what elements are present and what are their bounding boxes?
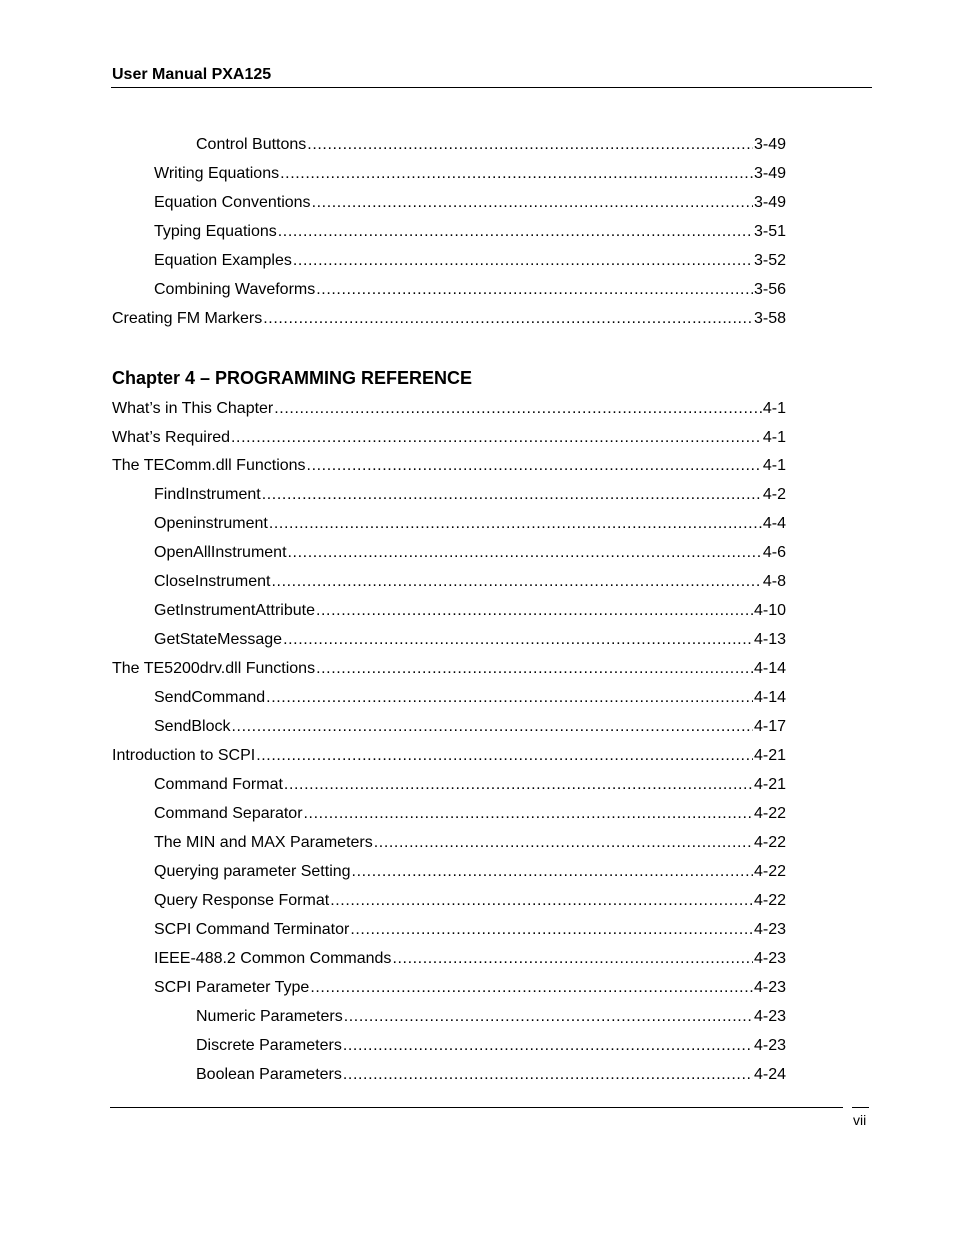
toc-entry-title: SCPI Parameter Type: [154, 979, 310, 996]
toc-entry[interactable]: [112, 746, 786, 766]
toc-entry-title: Boolean Parameters: [196, 1066, 342, 1083]
toc-entry-page: 4-23: [753, 1008, 786, 1025]
toc-entry-page: 4-23: [753, 921, 786, 938]
toc-entry[interactable]: [112, 659, 786, 679]
toc-entry[interactable]: [154, 193, 786, 213]
toc-entry[interactable]: [154, 485, 786, 505]
toc-entry-page: 3-52: [753, 252, 786, 269]
toc-entry-page: 4-22: [753, 892, 786, 909]
chapter-heading: Chapter 4 – PROGRAMMING REFERENCE: [112, 368, 473, 388]
toc-entry-title: GetStateMessage: [154, 631, 283, 648]
toc-leader: [278, 222, 753, 242]
toc-entry-title: SendBlock: [154, 718, 231, 735]
toc-leader: [374, 833, 753, 853]
toc-entry-title: Typing Equations: [154, 223, 277, 240]
toc-entry-page: 4-4: [762, 515, 786, 532]
toc-entry-title: Query Response Format: [154, 892, 330, 909]
toc-entry[interactable]: [154, 630, 786, 650]
toc-entry-title: What’s in This Chapter: [112, 400, 274, 417]
toc-entry-page: 4-21: [753, 776, 786, 793]
toc-entry-page: 3-49: [753, 194, 786, 211]
toc-entry[interactable]: [154, 222, 786, 242]
toc-entry-title: Introduction to SCPI: [112, 747, 256, 764]
toc-entry[interactable]: [154, 978, 786, 998]
toc-leader: [316, 280, 753, 300]
toc-leader: [344, 1007, 753, 1027]
toc-entry-title: The TE5200drv.dll Functions: [112, 660, 316, 677]
toc-entry-title: GetInstrumentAttribute: [154, 602, 315, 619]
toc-entry[interactable]: [154, 572, 786, 592]
toc-entry-title: SCPI Command Terminator: [154, 921, 350, 938]
header-rule: [111, 87, 872, 88]
toc-entry-title: Equation Examples: [154, 252, 292, 269]
toc-leader: [352, 862, 753, 882]
toc-entry[interactable]: [154, 833, 786, 853]
toc-entry-title: IEEE-488.2 Common Commands: [154, 950, 392, 967]
running-header-title: User Manual PXA125: [112, 66, 272, 83]
toc-leader: [256, 746, 753, 766]
toc-leader: [316, 659, 753, 679]
toc-entry[interactable]: [196, 135, 786, 155]
footer-rule: [110, 1107, 843, 1108]
toc-leader: [350, 920, 753, 940]
toc-entry-title: Command Separator: [154, 805, 303, 822]
toc-entry-page: 4-1: [762, 400, 786, 417]
toc-entry-page: 3-49: [753, 165, 786, 182]
toc-leader: [312, 193, 753, 213]
toc-entry-title: OpenAllInstrument: [154, 544, 287, 561]
toc-entry-page: 4-21: [753, 747, 786, 764]
toc-entry-page: 4-13: [753, 631, 786, 648]
toc-entry-title: Discrete Parameters: [196, 1037, 342, 1054]
toc-leader: [392, 949, 753, 969]
toc-entry-title: Writing Equations: [154, 165, 280, 182]
toc-entry-page: 3-51: [753, 223, 786, 240]
toc-entry[interactable]: [154, 804, 786, 824]
toc-entry-title: FindInstrument: [154, 486, 261, 503]
toc-entry[interactable]: [196, 1036, 786, 1056]
toc-entry-title: Command Format: [154, 776, 283, 793]
toc-entry[interactable]: [154, 543, 786, 563]
toc-leader: [304, 804, 753, 824]
toc-leader: [262, 485, 762, 505]
toc-entry-title: Combining Waveforms: [154, 281, 316, 298]
toc-leader: [266, 688, 753, 708]
toc-entry[interactable]: [196, 1065, 786, 1085]
toc-entry[interactable]: [154, 891, 786, 911]
toc-leader: [269, 514, 762, 534]
toc-leader: [288, 543, 762, 563]
toc-entry-title: Equation Conventions: [154, 194, 311, 211]
toc-entry[interactable]: [196, 1007, 786, 1027]
toc-entry-page: 4-23: [753, 979, 786, 996]
toc-leader: [274, 399, 762, 419]
toc-entry-page: 4-2: [762, 486, 786, 503]
toc-entry-page: 4-10: [753, 602, 786, 619]
toc-entry[interactable]: [112, 428, 786, 448]
toc-entry-page: 3-58: [753, 310, 786, 327]
toc-entry-page: 4-6: [762, 544, 786, 561]
page-number: vii: [853, 1112, 867, 1128]
toc-leader: [272, 572, 762, 592]
toc-entry-page: 4-22: [753, 834, 786, 851]
toc-leader: [310, 978, 753, 998]
toc-leader: [284, 775, 753, 795]
toc-entry-title: Querying parameter Setting: [154, 863, 351, 880]
toc-entry-page: 4-17: [753, 718, 786, 735]
toc-entry-page: 4-14: [753, 660, 786, 677]
toc-leader: [232, 717, 753, 737]
toc-entry-title: SendCommand: [154, 689, 266, 706]
toc-entry[interactable]: [154, 688, 786, 708]
toc-entry-page: 3-49: [753, 136, 786, 153]
toc-entry[interactable]: [112, 399, 786, 419]
toc-entry[interactable]: [154, 862, 786, 882]
toc-entry-page: 4-24: [753, 1066, 786, 1083]
toc-leader: [343, 1065, 753, 1085]
toc-entry[interactable]: [154, 949, 786, 969]
toc-entry[interactable]: [112, 309, 786, 329]
toc-entry-title: Openinstrument: [154, 515, 268, 532]
toc-leader: [293, 251, 753, 271]
toc-leader: [283, 630, 753, 650]
toc-entry-title: The TEComm.dll Functions: [112, 457, 306, 474]
toc-entry-title: CloseInstrument: [154, 573, 271, 590]
toc-leader: [231, 428, 762, 448]
toc-entry-page: 4-23: [753, 950, 786, 967]
toc-leader: [316, 601, 753, 621]
toc-entry[interactable]: [154, 251, 786, 271]
toc-entry[interactable]: [112, 456, 786, 476]
toc-entry-title: What’s Required: [112, 429, 230, 446]
toc-entry-page: 4-14: [753, 689, 786, 706]
toc-entry[interactable]: [154, 280, 786, 300]
toc-entry-page: 4-1: [762, 457, 786, 474]
toc-leader: [330, 891, 753, 911]
toc-leader: [343, 1036, 753, 1056]
toc-entry-page: 4-22: [753, 863, 786, 880]
toc-entry[interactable]: [154, 717, 786, 737]
toc-leader: [280, 164, 753, 184]
toc-entry-page: 4-8: [762, 573, 786, 590]
toc-entry[interactable]: [154, 920, 786, 940]
toc-entry-title: Numeric Parameters: [196, 1008, 343, 1025]
toc-leader: [263, 309, 753, 329]
toc-entry-page: 4-1: [762, 429, 786, 446]
toc-entry[interactable]: [154, 775, 786, 795]
toc-entry-page: 4-22: [753, 805, 786, 822]
toc-leader: [307, 456, 762, 476]
toc-entry[interactable]: [154, 164, 786, 184]
toc-entry-page: 3-56: [753, 281, 786, 298]
toc-entry[interactable]: [154, 601, 786, 621]
toc-entry-page: 4-23: [753, 1037, 786, 1054]
toc-entry-title: Control Buttons: [196, 136, 307, 153]
toc-entry-title: The MIN and MAX Parameters: [154, 834, 373, 851]
footer-rule-short: [852, 1107, 869, 1108]
toc-entry[interactable]: [154, 514, 786, 534]
toc-leader: [307, 135, 753, 155]
toc-entry-title: Creating FM Markers: [112, 310, 263, 327]
